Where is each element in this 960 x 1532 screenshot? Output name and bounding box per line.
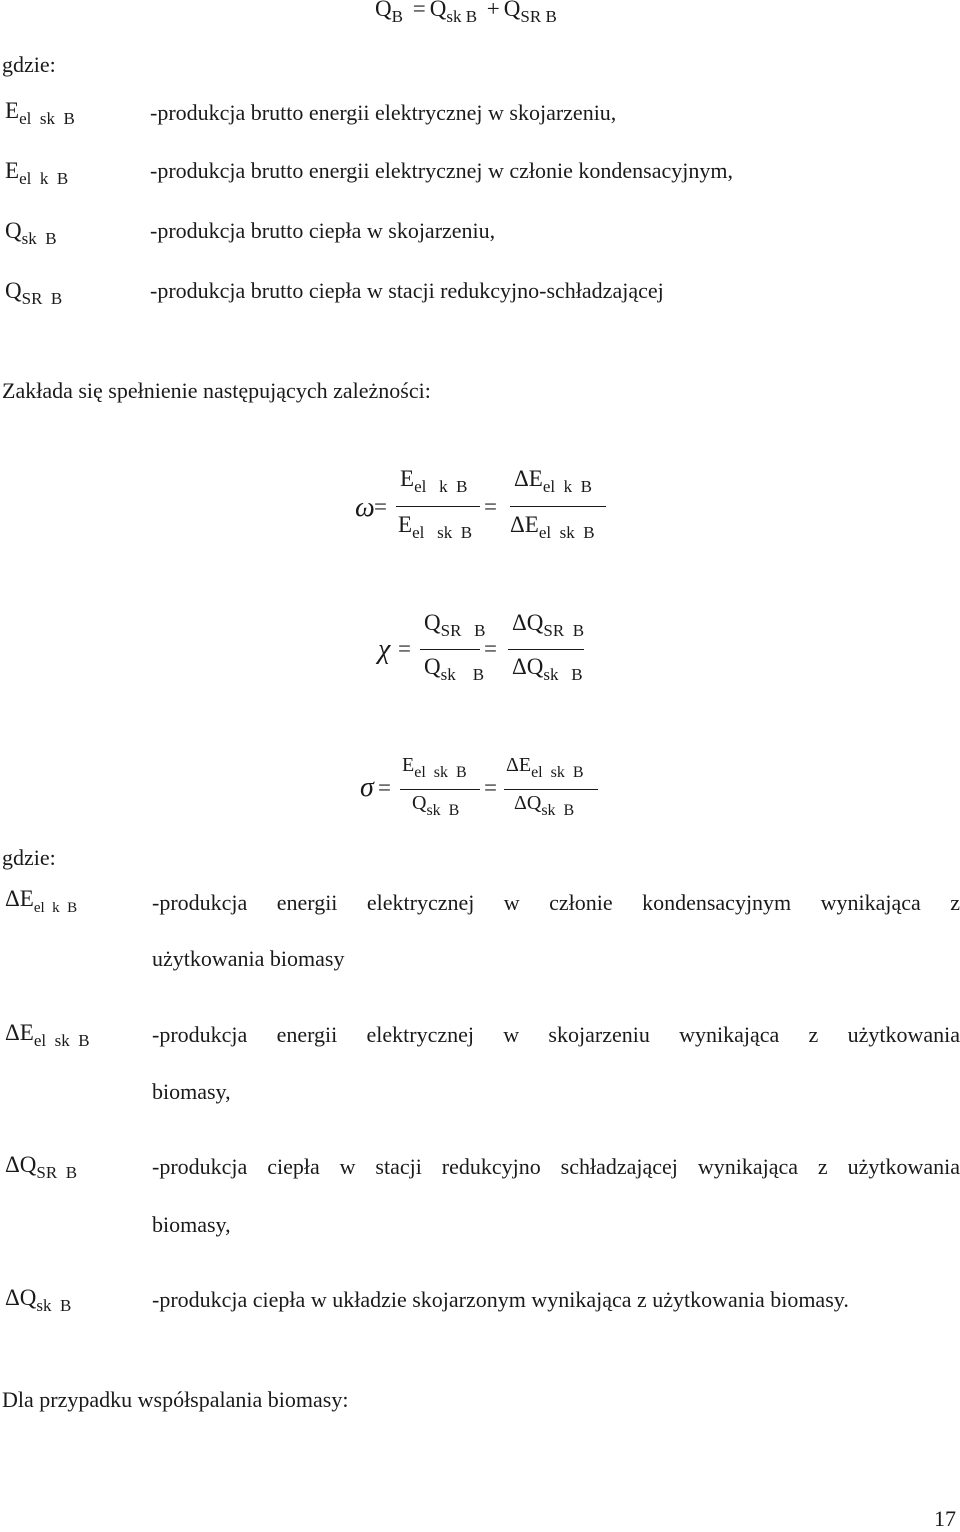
def1-symbol-e-el-k-b: $E_{el k B}$ bbox=[5, 158, 69, 188]
sigma-equals-1: = bbox=[378, 775, 391, 800]
top-eq-lhs: Q bbox=[375, 0, 392, 21]
omega-fraction-bar-2 bbox=[510, 506, 606, 507]
def2-symbol-delta-e-el-k-b: $\Delta E_{el k B}$ bbox=[5, 886, 78, 916]
def2-desc-delta-q-sk-b-line1: -produkcja ciepła w układzie skojarzonym wynikająca z użytkowania biomasy. bbox=[152, 1287, 849, 1312]
def2-symbol-delta-q-sr-b: $\Delta Q_{SR B}$ bbox=[5, 1152, 78, 1182]
def2-symbol-delta-q-sk-b: $\Delta Q_{sk B}$ bbox=[5, 1285, 72, 1315]
def2-desc-delta-q-sr-b-line1: -produkcja ciepła w stacji redukcyjno schładzającej wynikająca z użytkowania bbox=[152, 1154, 960, 1179]
chi-equals-1: = bbox=[398, 636, 411, 661]
chi-den1: $Q_{sk B}$ bbox=[424, 654, 485, 684]
sigma-num1: $E_{el sk B}$ bbox=[402, 754, 467, 781]
chi-num2: $\Delta Q_{SR B}$ bbox=[512, 610, 585, 640]
top-eq-plus: + bbox=[486, 0, 500, 21]
omega-fraction-bar-1 bbox=[396, 506, 480, 507]
sigma-fraction-bar-1 bbox=[400, 789, 480, 790]
sigma-equals-2: = bbox=[484, 775, 497, 800]
def1-desc-e-el-k-b: -produkcja brutto energii elektrycznej w członie kondensacyjnym, bbox=[150, 158, 733, 183]
def2-desc-delta-e-el-sk-b-line1: -produkcja energii elektrycznej w skojarzeniu wynikająca z użytkowania bbox=[152, 1022, 960, 1047]
def1-symbol-e-el-sk-b: $E_{el sk B}$ bbox=[5, 98, 75, 128]
def1-desc-q-sr-b: -produkcja brutto ciepła w stacji redukcyjno-schładzającej bbox=[150, 278, 664, 303]
page-number: 17 bbox=[934, 1506, 956, 1531]
top-eq-term2: Q bbox=[503, 0, 521, 21]
def1-symbol-q-sr-b: $Q_{SR B}$ bbox=[5, 278, 63, 308]
omega-equals-2: = bbox=[484, 494, 497, 519]
omega-equals-1: = bbox=[374, 494, 387, 519]
omega-den1: $E_{el sk B}$ bbox=[398, 512, 473, 542]
def2-symbol-delta-e-el-sk-b: $\Delta E_{el sk B}$ bbox=[5, 1020, 90, 1050]
chi-symbol: χ bbox=[378, 634, 391, 665]
omega-symbol: ω bbox=[355, 492, 375, 523]
sigma-num2: $\Delta E_{el sk B}$ bbox=[506, 754, 584, 781]
chi-equals-2: = bbox=[484, 636, 497, 661]
top-eq-term1-sub: sk B bbox=[446, 7, 478, 26]
top-eq-equals: = bbox=[412, 0, 426, 21]
def2-desc-delta-e-el-k-b-line1: -produkcja energii elektrycznej w członie kondensacyjnym wynikająca z bbox=[152, 890, 960, 915]
gdzie-label-2: gdzie: bbox=[2, 845, 56, 870]
top-eq-lhs-sub: B bbox=[391, 7, 403, 26]
def2-desc-delta-q-sr-b-line2: biomasy, bbox=[152, 1212, 231, 1237]
cofiring-heading: Dla przypadku współspalania biomasy: bbox=[2, 1387, 349, 1412]
def1-desc-e-el-sk-b: -produkcja brutto energii elektrycznej w skojarzeniu, bbox=[150, 100, 617, 125]
top-equation bbox=[375, 0, 557, 26]
def1-desc-q-sk-b: -produkcja brutto ciepła w skojarzeniu, bbox=[150, 218, 496, 243]
chi-fraction-bar-2 bbox=[508, 649, 584, 650]
chi-den2: $\Delta Q_{sk B}$ bbox=[512, 654, 583, 684]
gdzie-label-1: gdzie: bbox=[2, 52, 56, 77]
def2-desc-delta-e-el-sk-b-line2: biomasy, bbox=[152, 1079, 231, 1104]
sigma-den1: $Q_{sk B}$ bbox=[412, 792, 460, 819]
def1-symbol-q-sk-b: $Q_{sk B}$ bbox=[5, 218, 57, 248]
omega-den2: $\Delta E_{el sk B}$ bbox=[510, 512, 595, 542]
chi-fraction-bar-1 bbox=[420, 649, 480, 650]
sigma-den2: $\Delta Q_{sk B}$ bbox=[514, 792, 575, 819]
top-eq-term1: Q bbox=[429, 0, 447, 21]
assumption-text: Zakłada się spełnienie następujących zależności: bbox=[2, 378, 431, 403]
omega-num1: $E_{el k B}$ bbox=[400, 466, 468, 496]
top-eq-term2-sub: SR B bbox=[520, 7, 557, 26]
sigma-fraction-bar-2 bbox=[504, 789, 598, 790]
omega-num2: $\Delta E_{el k B}$ bbox=[514, 466, 592, 496]
sigma-symbol: σ bbox=[360, 772, 374, 803]
def2-desc-delta-e-el-k-b-line2: użytkowania biomasy bbox=[152, 946, 345, 971]
chi-num1: $Q_{SR B}$ bbox=[424, 610, 486, 640]
